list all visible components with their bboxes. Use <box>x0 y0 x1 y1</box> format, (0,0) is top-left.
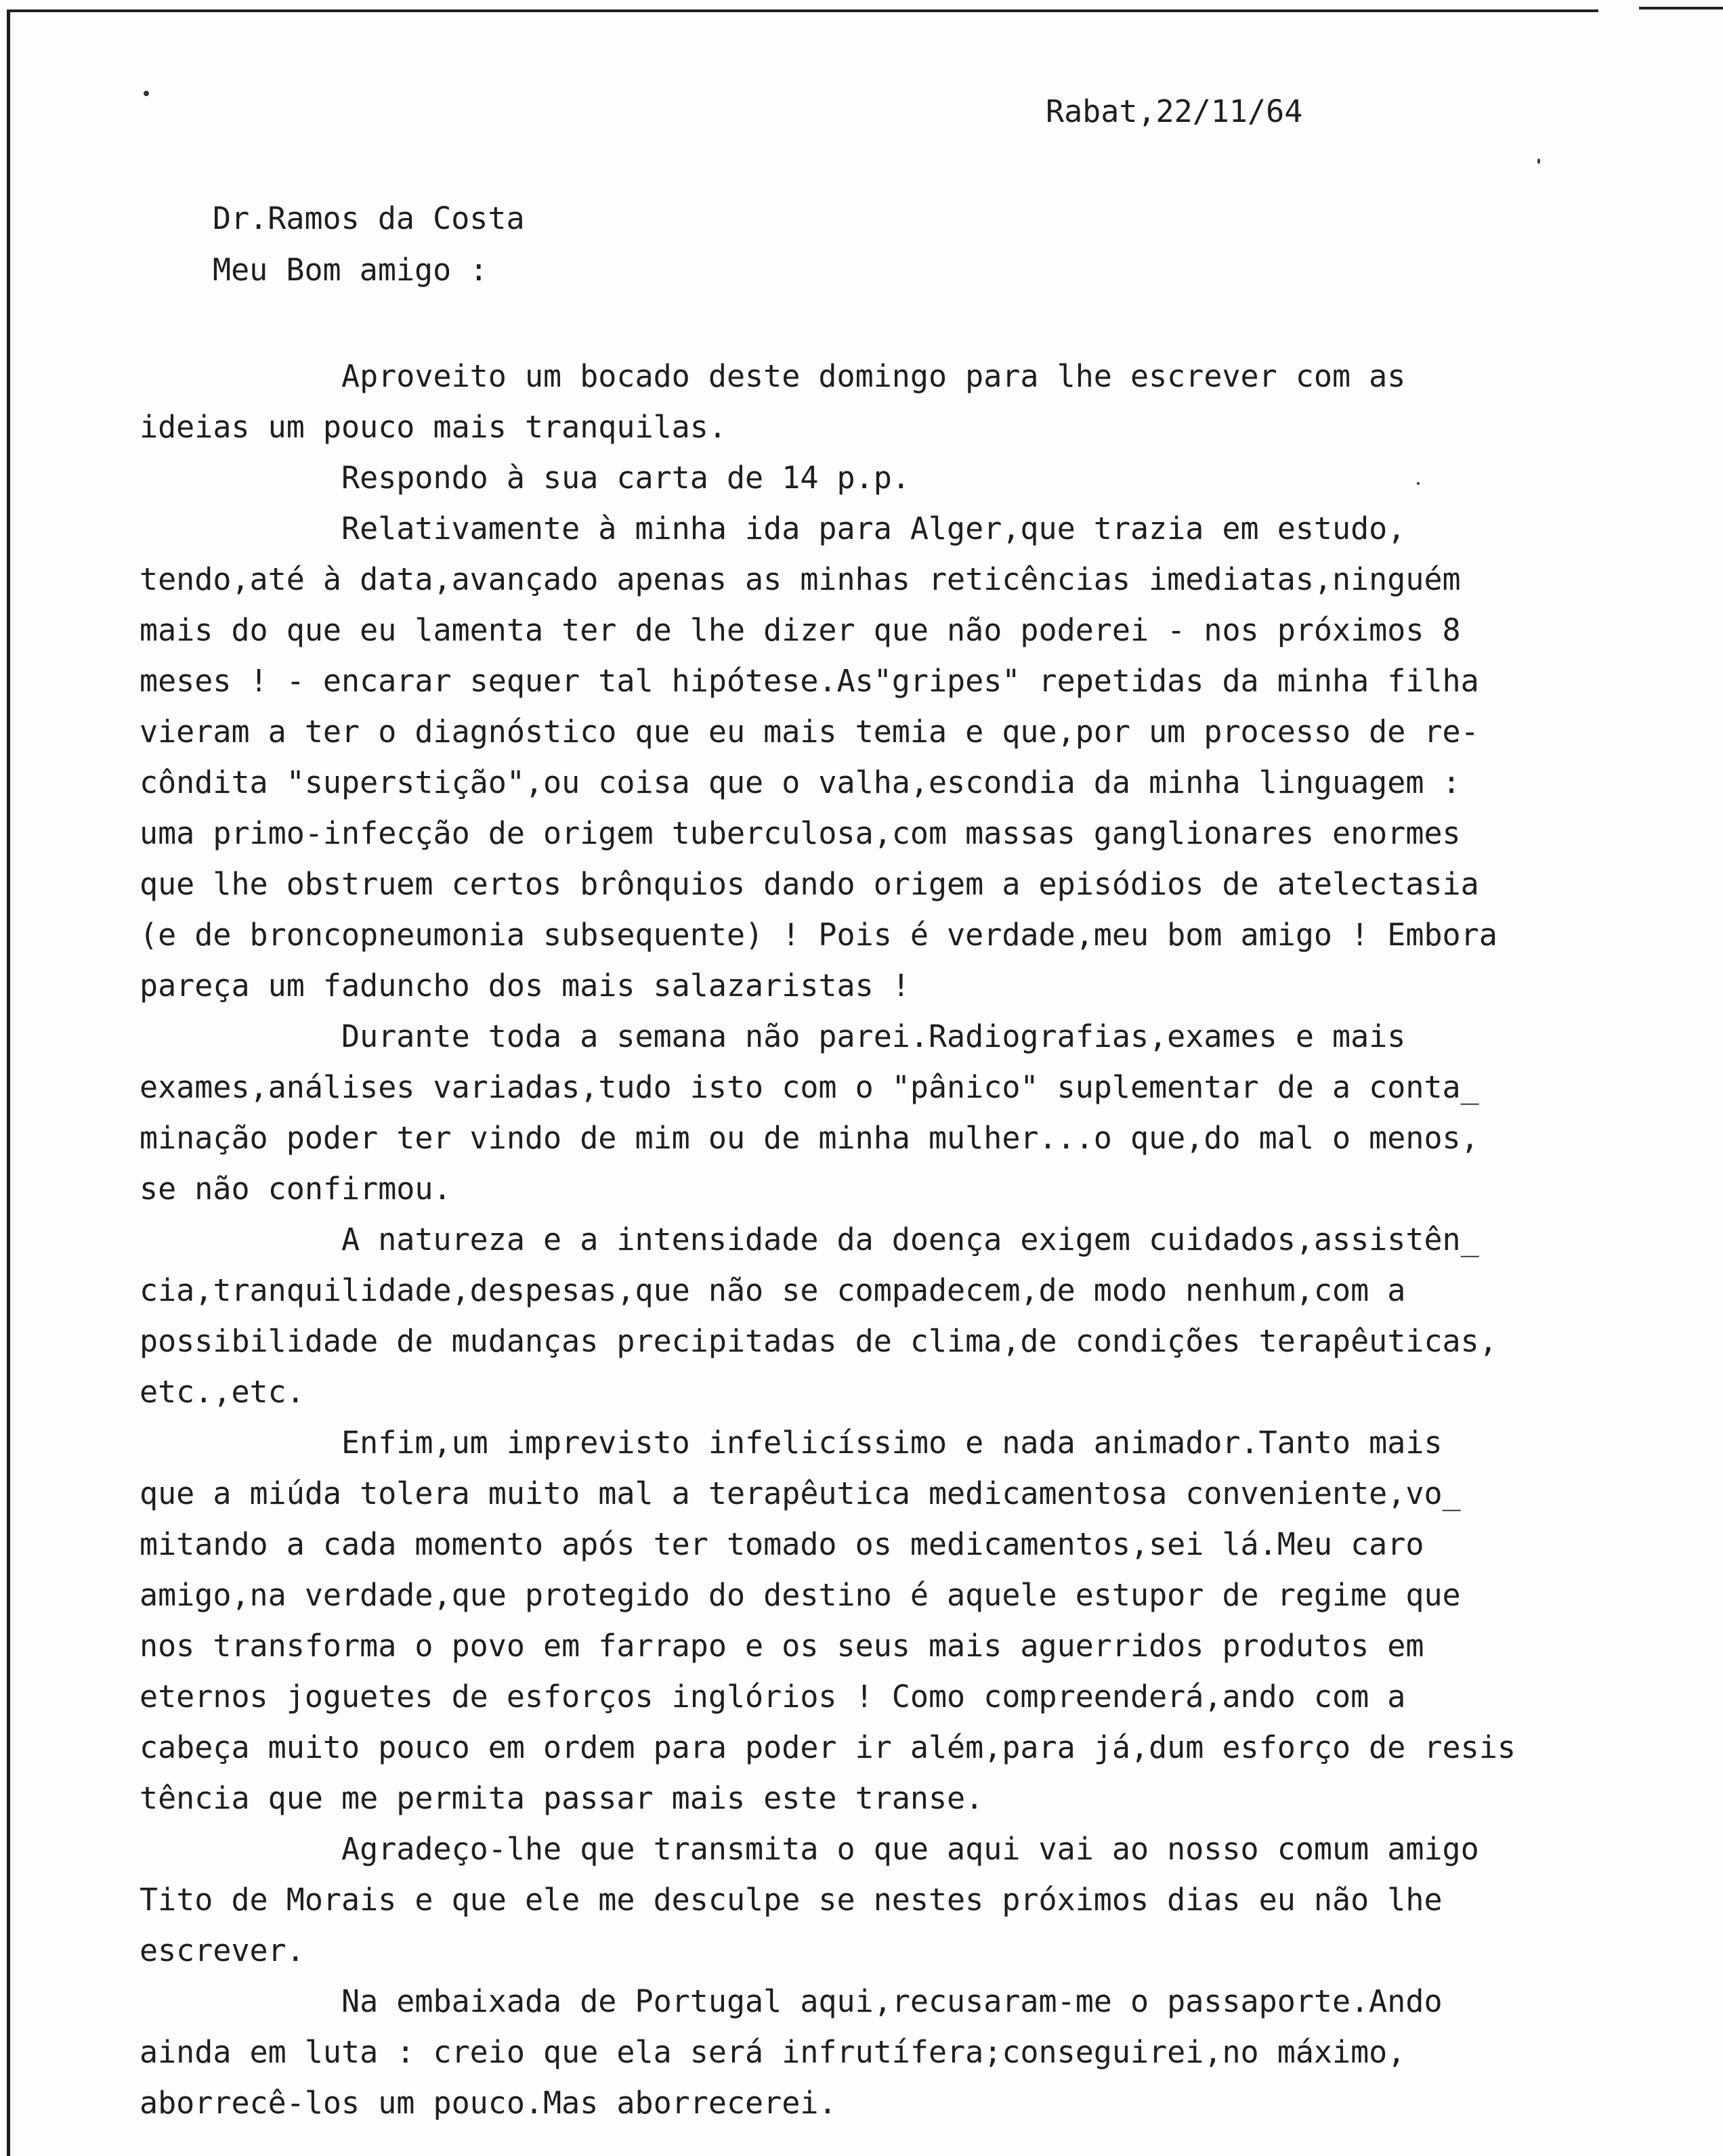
ink-speck <box>144 91 149 96</box>
letter-salutation: Meu Bom amigo : <box>213 252 488 288</box>
ink-speck <box>1537 158 1540 164</box>
letter-date: Rabat,22/11/64 <box>1046 93 1303 129</box>
paper-edge-top-right <box>1639 7 1723 9</box>
letter-body: Aproveito um bocado deste domingo para lhe escrever com as ideias um pouco mais tranquilas. Respondo à sua carta de 14 p.p. Relativamente à minha ida para Alger,que trazia em estudo, tendo,até à data,avançado apenas as minhas reticências imediatas,ninguém mais do que eu lamenta ter de lhe dizer que não poderei - nos próximos 8 meses ! - encarar sequer tal hipótese.As"gripes" repetidas da minha filha vieram a ter o diagnóstico que eu mais temia e que,por um processo de re- côndita "superstição",ou coisa que o valha,escondia da minha linguagem : uma primo-infecção de origem tuberculosa,com massas ganglionares enormes que lhe obstruem certos brônquios dando origem a episódios de atelectasia (e de broncopneumonia subsequente) ! Pois é verdade,meu bom amigo ! Embora pareça um faduncho dos mais salazaristas ! Durante toda a semana não parei.Radiografias,exames e mais exames,análises variadas,tudo isto com o "pânico" suplementar de a conta_ minação poder ter vindo de mim ou de minha mulher...o que,do mal o menos, se não confirmou. A natureza e a intensidade da doença exigem cuidados,assistên_ cia,tranquilidade,despesas,que não se compadecem,de modo nenhum,com a possibilidade de mudanças precipitadas de clima,de condições terapêuticas, etc.,etc. Enfim,um imprevisto infelicíssimo e nada animador.Tanto mais que a miúda tolera muito mal a terapêutica medicamentosa conveniente,vo_ mitando a cada momento após ter tomado os medicamentos,sei lá.Meu caro amigo,na verdade,que protegido do destino é aquele estupor de regime que nos transforma o povo em farrapo e os seus mais aguerridos produtos em eternos joguetes de esforços inglórios ! Como compreenderá,ando com a cabeça muito pouco em ordem para poder ir além,para já,dum esforço de resis tência que me permita passar mais este transe. Agradeço-lhe que transmita o que aqui vai ao nosso comum amigo Tito de Morais e que ele me desculpe se nestes próximos dias eu não lhe escrever. Na embaixada de Portugal aqui,recusaram-me o passaporte.Ando ainda em luta : creio que ela será infrutífera;conseguirei,no máximo, aborrecê-los um pouco.Mas aborrecerei. <box>140 358 1516 2121</box>
paper-edge-top <box>7 9 1598 12</box>
paper-edge-left <box>7 11 10 2156</box>
letter-recipient: Dr.Ramos da Costa <box>213 200 525 236</box>
